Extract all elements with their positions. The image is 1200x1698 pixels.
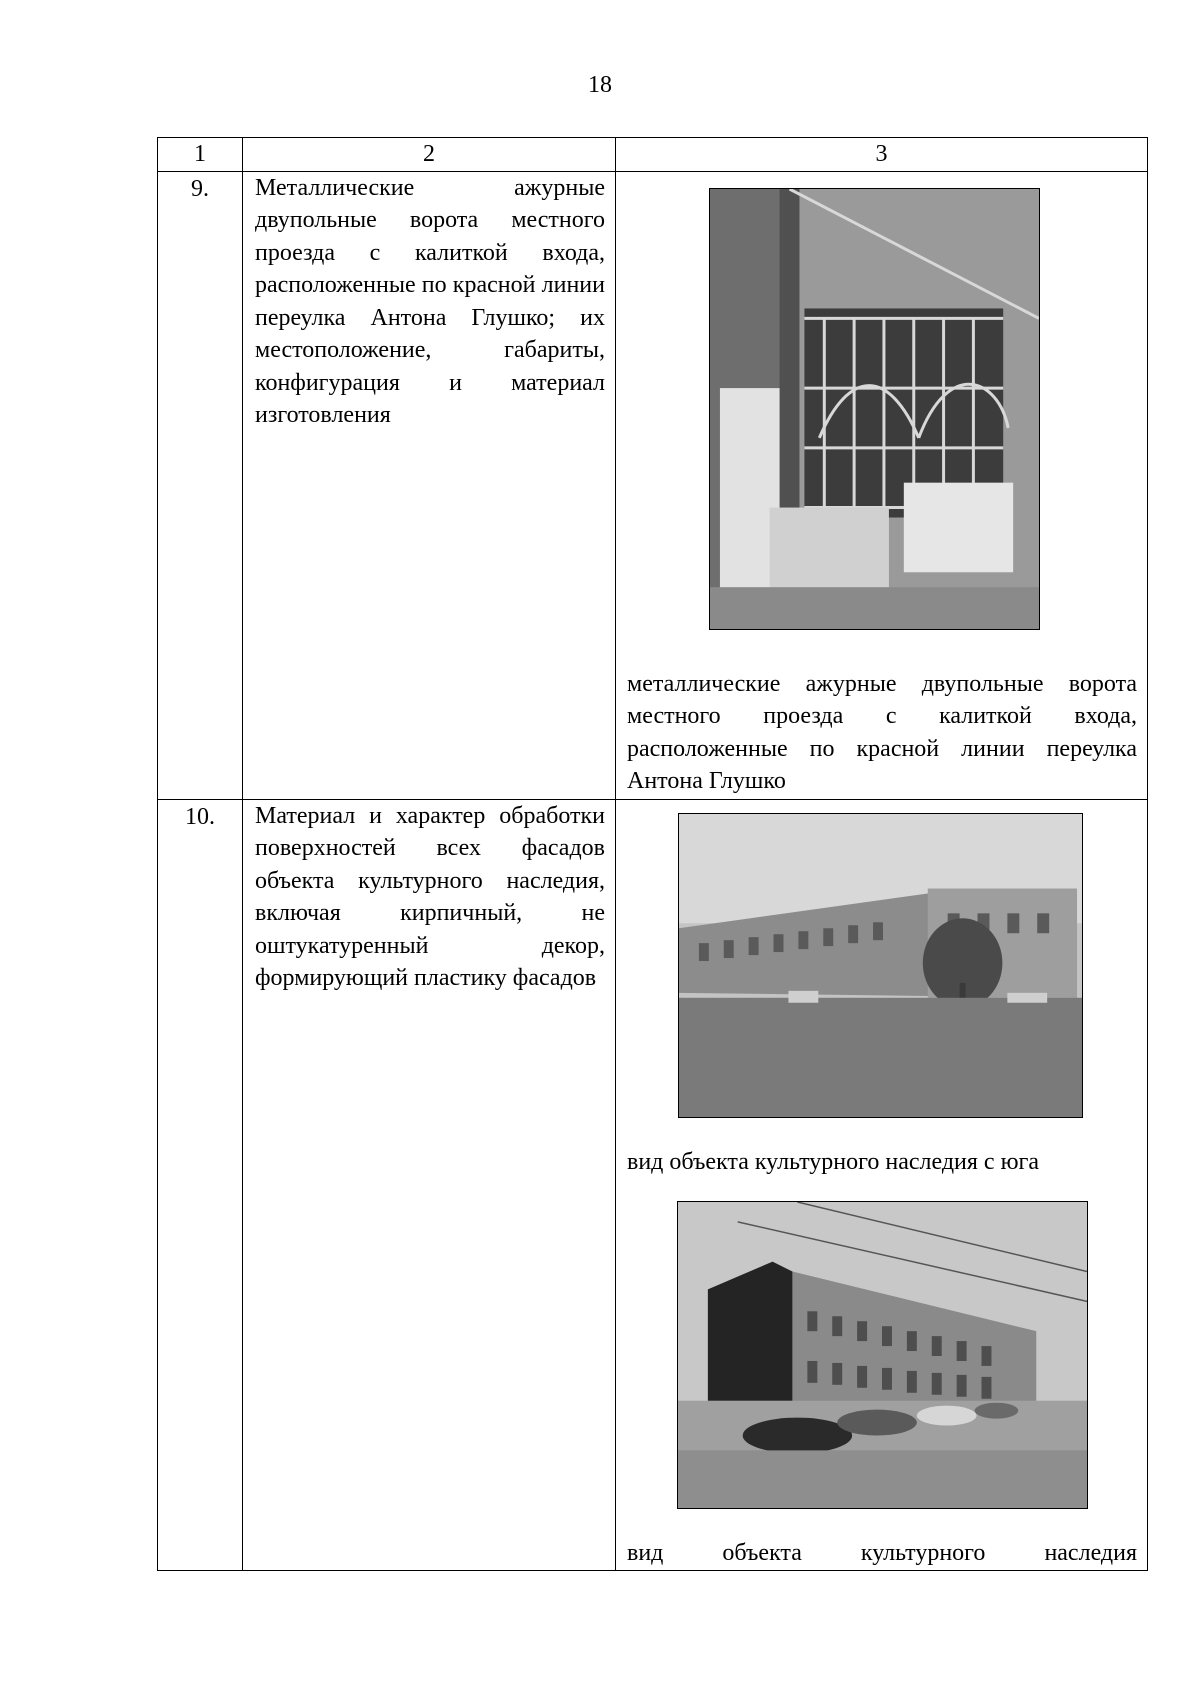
heritage-elements-table xyxy=(157,137,1148,1571)
photo-caption: вид объекта культурного наследия xyxy=(627,1540,1137,1566)
photo-cell xyxy=(616,171,1148,799)
gate-photo xyxy=(709,188,1040,630)
photo-caption: металлические ажурные двупольные ворота местного проезда с калиткой входа, расположенные по красной линии переулка Антона Глушко xyxy=(627,670,1137,794)
building-second-photo xyxy=(677,1201,1088,1509)
photo-caption: вид объекта культурного наследия с юга xyxy=(627,1148,1040,1175)
table-row xyxy=(158,171,1148,799)
header-cell-1: 1 xyxy=(158,138,243,172)
row-description: Металлические ажурные двупольные ворота местного проезда с калиткой входа, расположенные по красной линии переулка Антона Глушко; их местоположение, габариты, конфигурация и материал изготовления xyxy=(243,171,616,799)
row-description: Материал и характер обработки поверхностей всех фасадов объекта культурного наследия, включая кирпичный, не оштукатуренный декор, формирующий пластику фасадов xyxy=(243,799,616,1570)
row-number: 10. xyxy=(158,799,243,1570)
table-header-row xyxy=(158,138,1148,172)
row-number: 9. xyxy=(158,171,243,799)
photo-cell xyxy=(616,799,1148,1570)
page-number: 18 xyxy=(588,72,612,98)
header-cell-3: 3 xyxy=(616,138,1148,172)
building-south-photo xyxy=(678,813,1083,1118)
header-cell-2: 2 xyxy=(243,138,616,172)
table-row xyxy=(158,799,1148,1570)
